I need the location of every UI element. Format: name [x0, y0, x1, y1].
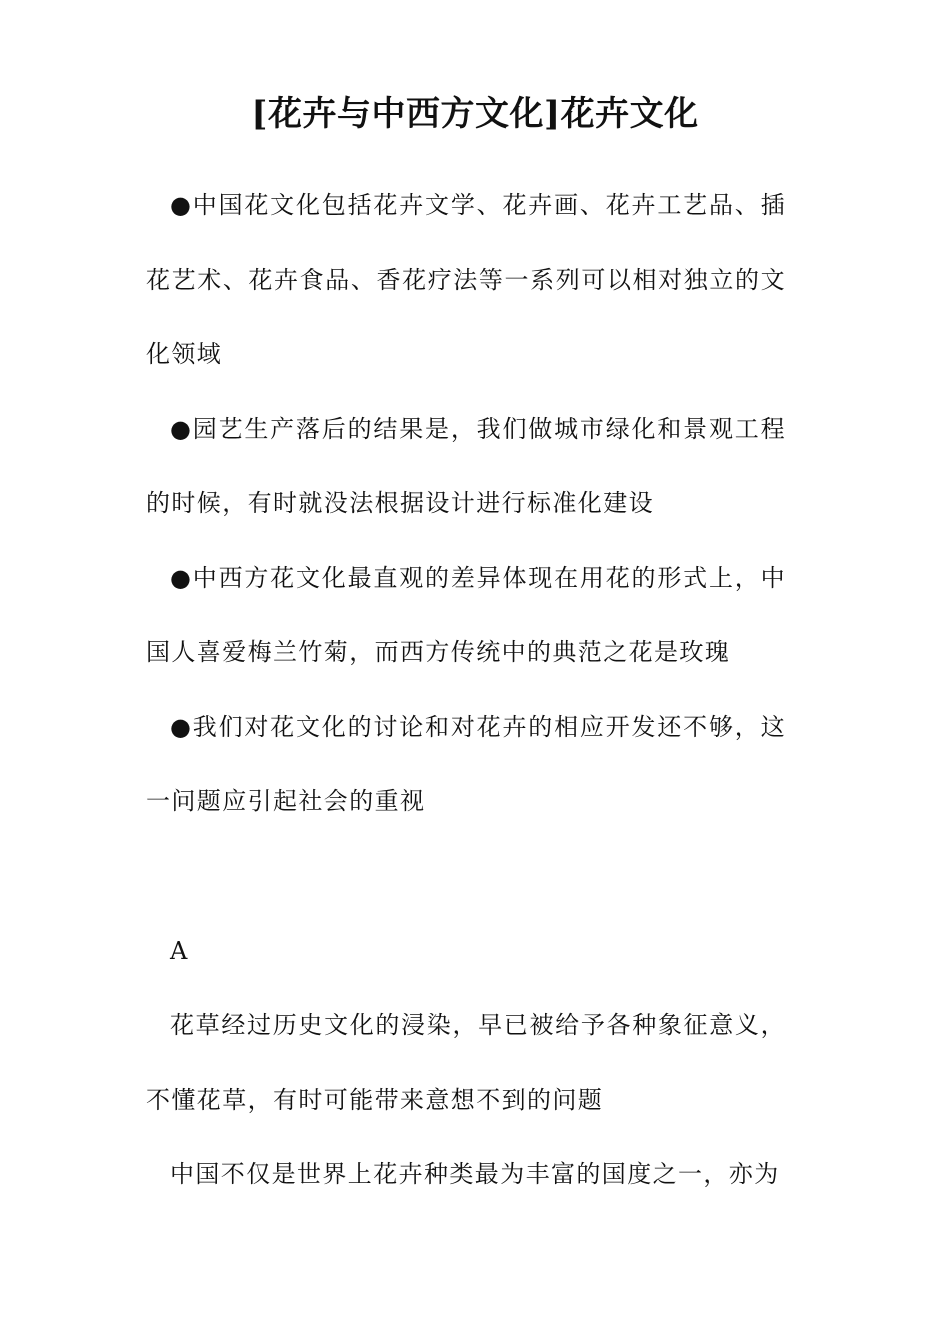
body-paragraph-1: 花草经过历史文化的浸染，早已被给予各种象征意义，不懂花草，有时可能带来意想不到的问题	[146, 1011, 786, 1114]
document-title: [花卉与中西方文化]花卉文化	[251, 94, 699, 134]
bullet-paragraph-2: ●园艺生产落后的结果是，我们做城市绿化和景观工程的时候，有时就没法根据设计进行标准化建设	[146, 414, 786, 517]
document-body	[146, 168, 786, 1212]
bullet-paragraph-1: ●中国花文化包括花卉文学、花卉画、花卉工艺品、插花艺术、花卉食品、香花疗法等一系列可以相对独立的文化领域	[146, 191, 786, 368]
section-spacer	[146, 839, 786, 914]
bullet-paragraph-4: ●我们对花文化的讨论和对花卉的相应开发还不够，这一问题应引起社会的重视	[146, 712, 786, 815]
section-label: A	[170, 936, 189, 965]
body-paragraph-2: 中国不仅是世界上花卉种类最为丰富的国度之一，亦为	[170, 1160, 780, 1188]
bullet-paragraph-3: ●中西方花文化最直观的差异体现在用花的形式上，中国人喜爱梅兰竹菊，而西方传统中的典范之花是玫瑰	[146, 563, 786, 666]
